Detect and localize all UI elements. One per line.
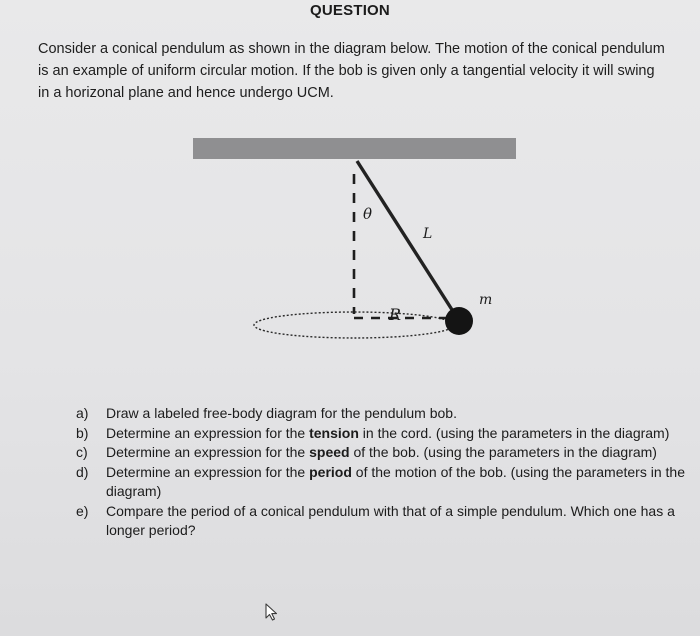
mass-label: m: [479, 292, 493, 308]
pendulum-string: [357, 161, 456, 316]
question-list: [76, 404, 696, 541]
question-marker: c): [76, 444, 88, 460]
question-emphasis: tension: [309, 424, 359, 441]
question-text-end: in the cord. (using the parameters in the diagram): [358, 424, 670, 441]
question-marker: b): [76, 424, 89, 441]
intro-paragraph: Consider a conical pendulum as shown in the diagram below. The motion of the conical pendulum is an example of uniform circular motion. If the bob is given only a tangential velocity it will swing in a horizonal plane and hence undergo UCM.: [38, 41, 665, 101]
question-marker: d): [76, 463, 89, 480]
question-item-a: [76, 404, 696, 424]
pendulum-bob: [445, 307, 473, 335]
conical-pendulum-diagram: [180, 128, 540, 358]
question-text: Determine an expression for the: [106, 424, 310, 441]
question-emphasis: period: [309, 463, 352, 480]
question-item-d: [76, 463, 696, 502]
mouse-pointer-icon: [264, 603, 280, 621]
angle-label: θ: [363, 205, 373, 223]
ceiling-support: [193, 138, 516, 159]
question-text: Compare the period of a conical pendulum with that of a simple pendulum. Which one has a longer period?: [106, 502, 675, 538]
radius-label: R: [389, 305, 402, 324]
question-text: Determine an expression for the: [106, 444, 310, 460]
orbit-path: [254, 312, 454, 338]
question-text: Determine an expression for the: [106, 463, 310, 480]
question-emphasis: speed: [309, 444, 350, 460]
question-item-b: [76, 424, 696, 444]
question-marker: e): [76, 502, 89, 519]
question-text-end: of the motion of the bob. (using the parameters in the diagram): [106, 463, 685, 499]
question-text-end: of the bob. (using the parameters in the diagram): [349, 444, 657, 460]
question-item-c: [76, 443, 696, 463]
length-label: L: [423, 226, 433, 242]
question-heading: QUESTION: [310, 2, 390, 19]
question-marker: a): [76, 405, 89, 421]
question-text: Draw a labeled free-body diagram for the pendulum bob.: [106, 405, 457, 421]
question-item-e: [76, 502, 696, 541]
